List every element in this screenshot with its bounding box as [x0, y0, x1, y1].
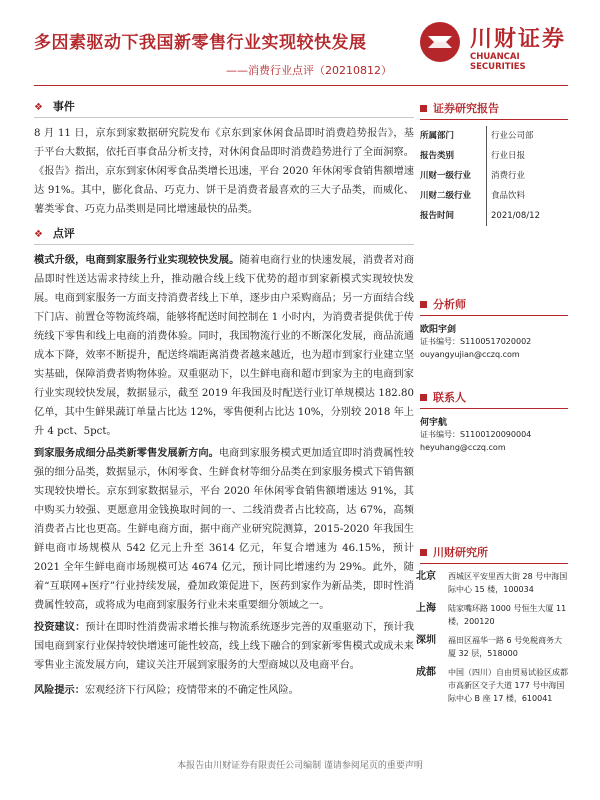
info-row: 报告时间 2021/08/12: [420, 206, 568, 226]
contact-head: 联系人: [420, 389, 568, 409]
analyst-cert: 证书编号：S1100517020002: [420, 337, 532, 346]
investment-advice: 投资建议：预计在即时性消费需求增长推与物流系统逐步完善的双重驱动下，预计我国电商到家行业保持较快增速可能性较高，线上线下融合的到家新零售模式或成未来零售业主流发展方向，建议关注开展到家服务的大型商城以及电商平台。: [34, 621, 415, 671]
report-subtitle: ——消费行业点评（20210812）: [226, 64, 392, 77]
square-bullet-icon: [420, 394, 427, 401]
info-row: 报告类别 行业日报: [420, 146, 568, 166]
analyst-head: 分析师: [420, 296, 568, 316]
risk-note: 风险提示：宏观经济下行风险；疫情带来的不确定性风险。: [34, 684, 299, 696]
office-shanghai: 上海 陆家嘴环路 1000 号恒生大厦 11 楼，200120: [416, 603, 567, 626]
diamond-bullet-icon: ❖: [34, 229, 43, 240]
report-title: 多因素驱动下我国新零售行业实现较快发展: [34, 33, 367, 53]
square-bullet-icon: [420, 549, 427, 556]
institute-head: 川财研究所: [420, 544, 568, 564]
contact-name: 何宇航: [420, 418, 448, 428]
logo-text-en: CHUANCAI SECURITIES: [470, 52, 526, 72]
info-row: 川财一级行业 消费行业: [420, 166, 568, 186]
square-bullet-icon: [420, 301, 427, 308]
logo-text-cn: 川财证券: [470, 27, 567, 52]
comment-section-head: ❖ 点评: [34, 225, 414, 245]
office-chengdu: 成都 中国（四川）自由贸易试验区成都市高新区交子大道 177 号中海国际中心 B 座 17 楼，610041: [416, 667, 568, 703]
analyst-email: ouyangyujian@cczq.com: [420, 350, 520, 359]
contact-email: heyuhang@cczq.com: [420, 443, 506, 452]
info-row: 川财二级行业 食品饮料: [420, 186, 568, 206]
info-row: 所属部门 行业公司部: [420, 126, 568, 146]
main-column: [34, 92, 414, 703]
office-shenzhen: 深圳 福田区福华一路 6 号免税商务大厦 32 层，518000: [416, 635, 563, 658]
comment-paragraph-2: 到家服务成细分品类新零售发展新方向。电商到家服务模式更加适宜即时消费属性较强的细分品类，数据显示，休闲零食、生鲜食材等细分品类在到家服务模式下销售额实现较快增长。京东到家数据显示，平台 2020 年休闲零食销售额增速达 91%，其中购买力较强、更愿意用金钱换取时间的一、二线消费者占比较高，达 67%，高频消费者占比也更高。生鲜电商方面，据中商产业研究院测算，2015-2020 年我国生鲜电商市场规模从 542 亿元上升至 3614 亿元，年复合增速为 46.15%，预计 2021 全年生鲜电商市场规模可达 4674 亿元，预计同比增速约为 29%。此外，随着“互联网+医疗”行业持续发展，叠加政策促进下，医药到家作为新品类，即时性消费属性较高，或将成为电商到家服务行业未来重要细分领域之一。: [34, 447, 414, 611]
logo-mark-icon: [418, 20, 462, 64]
event-section-head: ❖ 事件: [34, 98, 414, 118]
header-divider: [34, 85, 568, 86]
office-beijing: 北京 西城区平安里西大街 28 号中海国际中心 15 楼，100034: [416, 571, 568, 594]
analyst-name: 欧阳宇剑: [420, 325, 457, 335]
comment-paragraph-1: 模式升级，电商到家服务行业实现较快发展。随着电商行业的快速发展，消费者对商品即时性送达需求持续上升，推动融合线上线下优势的超市到家新模式实现较快发展。电商到家服务一方面支持消费者线上下单，逐步由户采购商品；另一方面结合线下门店、前置仓等物流终端，能够将配送时间控制在 1 小时内，为消费者提供优于传统线下零售和线上电商的消费体验。同时，我国物流行业的不断深化发展，商品流通成本下降，效率不断提升，配送终端距离消费者越来越近，也为超市到家行业建立坚实基础，保障消费者购物体验。双重驱动下，以生鲜电商和超市到家为主的电商到家行业实现较快发展，数据显示，截至 2019 年我国及时配送行业订单规模达 182.80 亿单，其中生鲜果蔬订单量占比达 12%，零售便利占比达 10%，分别较 2018 年上升 4 pct、5pct。: [34, 254, 414, 437]
page-footer: 本报告由川财证券有限责任公司编制 谨请参阅尾页的重要声明: [177, 761, 423, 771]
company-logo: [418, 18, 568, 72]
contact-cert: 证书编号：S1100120090004: [420, 430, 532, 439]
report-head: 证券研究报告: [420, 100, 568, 120]
diamond-bullet-icon: ❖: [34, 102, 43, 113]
event-paragraph: 8 月 11 日，京东到家数据研究院发布《京东到家休闲食品即时消费趋势报告》，基于平台大数据，依托百事食品分析支持，对休闲食品即时消费趋势进行了全面洞察。《报告》指出，京东到家休闲零食品类增长迅速，平台 2020 年休闲零食销售额增速达 91%。其中，膨化食品、巧克力、饼干是消费者最喜欢的三大子品类，而威化、薯类零食、巧克力品类则是同比增速最快的品类。: [34, 128, 414, 215]
sidebar: [416, 100, 568, 711]
square-bullet-icon: [420, 105, 427, 112]
